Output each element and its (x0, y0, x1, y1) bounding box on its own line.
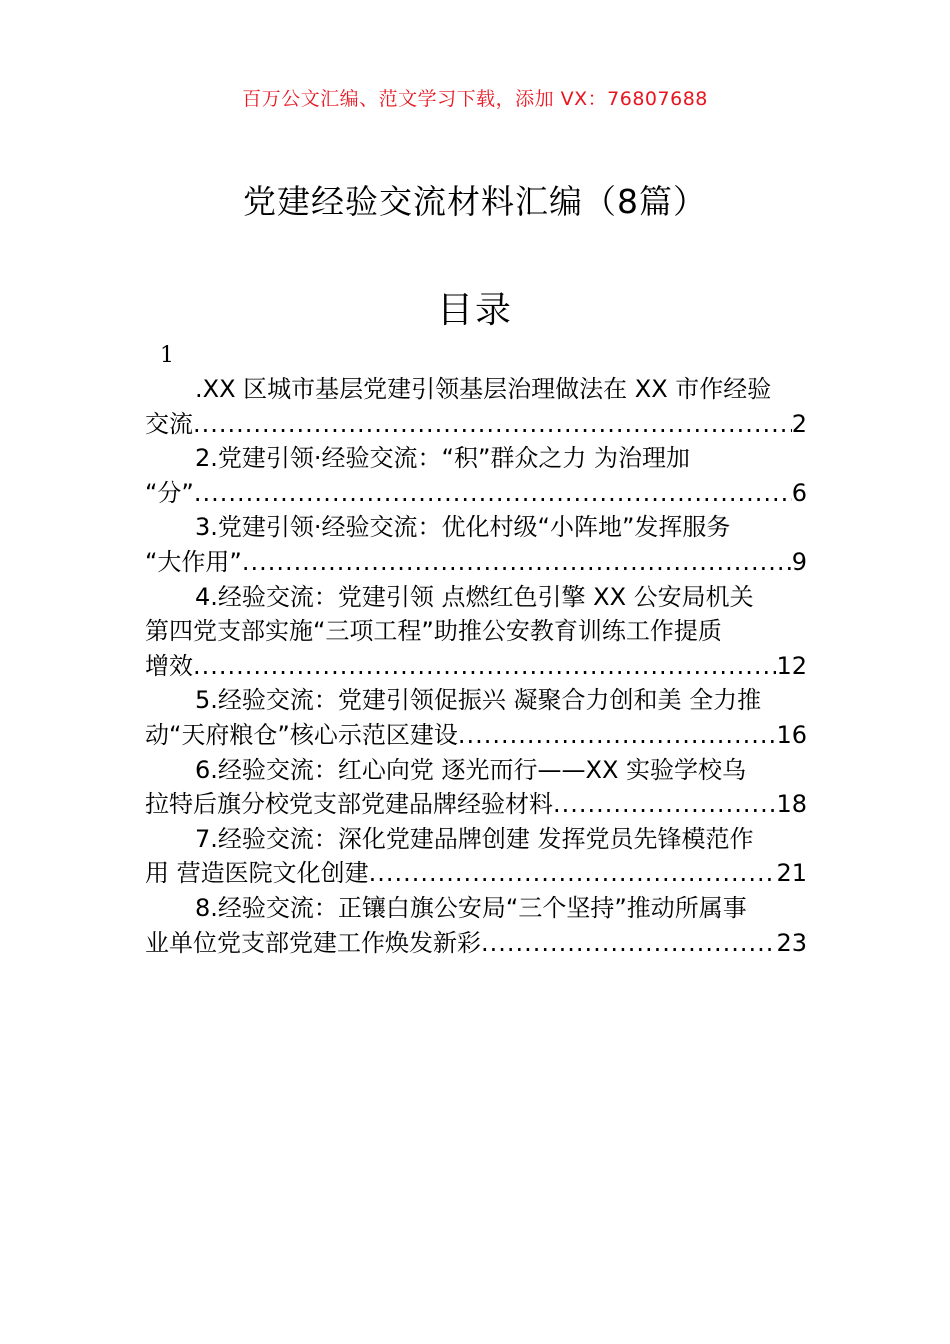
toc-entry-title-cont: 交流 (145, 409, 193, 438)
toc-page-number: 23 (776, 928, 807, 957)
toc-entry-title: 2.党建引领·经验交流：“积”群众之力 为治理加 (195, 444, 691, 473)
toc-entry-title: 6.经验交流：红心向党 逐光而行——XX 实验学校乌 (195, 755, 747, 784)
toc-page-number: 18 (776, 790, 807, 819)
toc-page-number: 2 (791, 409, 807, 438)
toc-entry-title-cont: 用 营造医院文化创建 (145, 859, 369, 888)
toc-entry-6[interactable] (145, 753, 807, 822)
dot-leader (242, 545, 792, 580)
toc-entry-title: 8.经验交流：正镶白旗公安局“三个坚持”推动所属事 (195, 893, 747, 922)
toc-entry-8[interactable] (145, 891, 807, 960)
toc-entry-title: 4.经验交流：党建引领 点燃红色引擎 XX 公安局机关 (195, 582, 754, 611)
toc-entry-title: .XX 区城市基层党建引领基层治理做法在 XX 市作经验 (195, 375, 772, 403)
toc-entry-title-cont: 拉特后旗分校党支部党建品牌经验材料 (145, 790, 553, 819)
dot-leader (193, 407, 792, 442)
toc-entry-3[interactable] (145, 510, 807, 579)
toc-entry-4[interactable] (145, 580, 807, 684)
dot-leader (193, 649, 776, 684)
dot-leader (481, 926, 776, 961)
dot-leader (458, 718, 777, 753)
header-note: 百万公文汇编、范文学习下载，添加 VX：76807688 (242, 88, 708, 110)
toc-page-number: 21 (776, 859, 807, 888)
toc-entry-title-cont: 业单位党支部党建工作焕发新彩 (145, 928, 481, 957)
stray-number: 1 (160, 343, 174, 368)
toc-entry-title-cont: 增效 (145, 651, 193, 680)
toc-entry-title-cont: “大作用” (145, 547, 242, 576)
dot-leader (194, 476, 792, 511)
toc-page-number: 12 (776, 651, 807, 680)
toc-entry-7[interactable] (145, 822, 807, 891)
toc-entry-title: 7.经验交流：深化党建品牌创建 发挥党员先锋模范作 (195, 824, 754, 853)
table-of-contents (145, 372, 807, 960)
toc-entry-title-cont: 动“天府粮仓”核心示范区建设 (145, 720, 458, 749)
toc-page-number: 6 (791, 478, 807, 507)
dot-leader (369, 856, 777, 891)
toc-page-number: 9 (791, 547, 807, 576)
toc-entry-title: 5.经验交流：党建引领促振兴 凝聚合力创和美 全力推 (195, 686, 762, 715)
toc-heading: 目录 (436, 290, 513, 331)
dot-leader (553, 787, 776, 822)
toc-entry-title: 3.党建引领·经验交流：优化村级“小阵地”发挥服务 (195, 513, 731, 542)
toc-page-number: 16 (776, 720, 807, 749)
toc-entry-1[interactable] (145, 372, 807, 441)
toc-entry-2[interactable] (145, 441, 807, 510)
toc-entry-5[interactable] (145, 683, 807, 752)
document-title: 党建经验交流材料汇编（8篇） (243, 182, 707, 221)
toc-entry-title-cont: “分” (145, 478, 194, 507)
toc-entry-title-cont: 第四党支部实施“三项工程”助推公安教育训练工作提质 (145, 617, 722, 646)
